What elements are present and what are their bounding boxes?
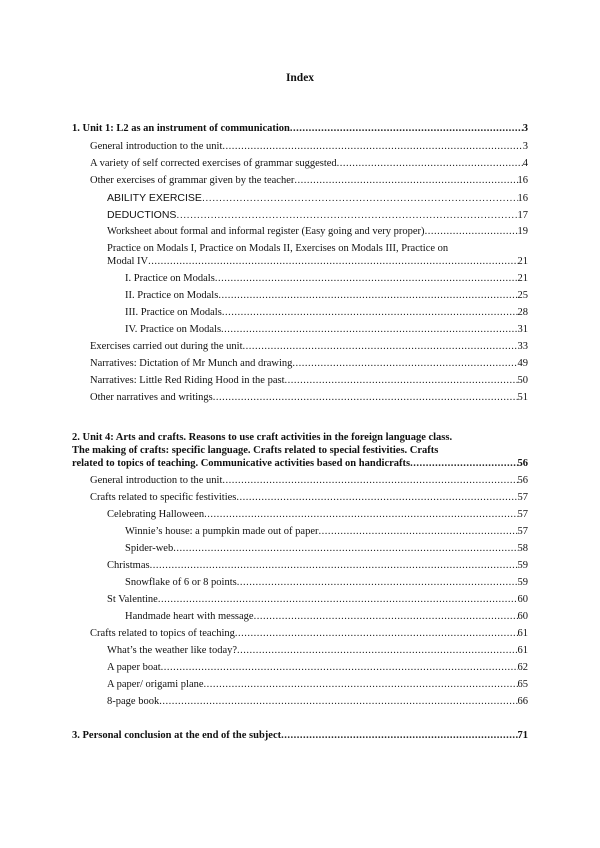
toc-entry[interactable] <box>90 628 528 641</box>
toc-page: 16 <box>517 175 528 186</box>
leader-dots <box>337 158 523 170</box>
leader-dots <box>148 256 517 268</box>
toc-entry[interactable] <box>90 158 528 171</box>
toc-page: 71 <box>517 730 528 741</box>
leader-dots <box>292 358 517 370</box>
leader-dots <box>221 324 517 336</box>
leader-dots <box>150 560 518 572</box>
toc-entry[interactable] <box>90 392 528 405</box>
leader-dots <box>281 730 517 742</box>
leader-dots <box>410 458 517 470</box>
toc-page: 61 <box>517 645 528 656</box>
toc-entry[interactable] <box>125 526 528 539</box>
toc-page: 3 <box>522 123 528 134</box>
toc-entry[interactable] <box>107 679 528 692</box>
leader-dots <box>204 509 517 521</box>
leader-dots <box>285 375 518 387</box>
toc-label: 8-page book <box>107 696 160 707</box>
leader-dots <box>218 290 517 302</box>
toc-label: Winnie’s house: a pumpkin made out of paper <box>125 526 319 537</box>
toc-page: 57 <box>517 526 528 537</box>
toc-page: 59 <box>517 577 528 588</box>
toc-entry[interactable] <box>125 307 528 320</box>
toc-label: General introduction to the unit <box>90 475 223 486</box>
toc-heading-conclusion[interactable] <box>72 730 528 743</box>
leader-dots <box>213 392 518 404</box>
toc-label: Practice on Modals I, Practice on Modals II, Exercises on Modals III, Practice on <box>107 243 449 254</box>
toc-label: Modal IV <box>107 256 149 267</box>
toc-entry[interactable] <box>107 209 528 222</box>
toc-page: 3 <box>522 141 528 152</box>
toc-page: 51 <box>517 392 528 403</box>
leader-dots <box>237 645 517 657</box>
leader-dots <box>222 475 517 487</box>
leader-dots <box>204 679 518 691</box>
toc-page: 16 <box>517 193 528 204</box>
leader-dots <box>235 628 518 640</box>
toc-entry[interactable] <box>125 577 528 590</box>
toc-entry[interactable] <box>90 341 528 354</box>
toc-entry[interactable] <box>125 290 528 303</box>
leader-dots <box>319 526 518 538</box>
toc-page: 61 <box>517 628 528 639</box>
toc-entry[interactable] <box>90 175 528 188</box>
toc-label: Handmade heart with message <box>125 611 254 622</box>
leader-dots <box>176 209 517 221</box>
toc-entry[interactable] <box>90 358 528 371</box>
toc-page: 59 <box>517 560 528 571</box>
leader-dots <box>222 307 518 319</box>
toc-label: related to topics of teaching. Communicative activities based on handicrafts <box>72 458 411 469</box>
toc-entry[interactable] <box>107 192 528 205</box>
toc-page: 19 <box>517 226 528 237</box>
toc-page: 56 <box>517 475 528 486</box>
toc-label: Crafts related to specific festivities <box>90 492 237 503</box>
toc-label: Worksheet about formal and informal register (Easy going and very proper) <box>107 226 425 237</box>
toc-page: 62 <box>517 662 528 673</box>
toc-label: I. Practice on Modals <box>125 273 215 284</box>
toc-entry[interactable] <box>125 324 528 337</box>
toc-entry[interactable] <box>125 611 528 624</box>
toc-entry[interactable] <box>107 509 528 522</box>
toc-heading-unit1[interactable] <box>72 123 528 136</box>
toc-label: St Valentine <box>107 594 158 605</box>
toc-label: A paper/ origami plane <box>107 679 204 690</box>
toc-page: 4 <box>522 158 528 169</box>
toc-heading-unit4-line2 <box>72 445 528 458</box>
toc-entry[interactable] <box>90 141 528 154</box>
leader-dots <box>215 273 518 285</box>
toc-entry[interactable] <box>107 696 528 709</box>
toc-page: 50 <box>517 375 528 386</box>
toc-page: 65 <box>517 679 528 690</box>
leader-dots <box>159 696 517 708</box>
toc-entry[interactable] <box>125 543 528 556</box>
toc-entry[interactable] <box>107 594 528 607</box>
toc-page: 21 <box>517 256 528 267</box>
toc-heading-unit4[interactable] <box>72 458 528 471</box>
toc-label: Crafts related to topics of teaching <box>90 628 235 639</box>
toc-page: 58 <box>517 543 528 554</box>
toc-label: ABILITY EXERCISE <box>107 192 202 204</box>
toc-label: A variety of self corrected exercises of grammar suggested <box>90 158 337 169</box>
toc-label: Celebrating Halloween <box>107 509 205 520</box>
toc-entry[interactable] <box>107 226 528 239</box>
toc-page: 56 <box>517 458 528 469</box>
toc-entry[interactable] <box>107 645 528 658</box>
toc-page: 57 <box>517 509 528 520</box>
toc-page: 60 <box>517 594 528 605</box>
toc-label: Other narratives and writings <box>90 392 213 403</box>
toc-label: Narratives: Dictation of Mr Munch and drawing <box>90 358 293 369</box>
toc-label: Christmas <box>107 560 150 571</box>
toc-label: II. Practice on Modals <box>125 290 219 301</box>
index-title: Index <box>285 72 315 84</box>
toc-entry[interactable] <box>125 273 528 286</box>
toc-label: DEDUCTIONS <box>107 209 177 221</box>
toc-page: 57 <box>517 492 528 503</box>
toc-entry[interactable] <box>107 560 528 573</box>
leader-dots <box>290 123 523 135</box>
toc-entry[interactable] <box>90 492 528 505</box>
leader-dots <box>237 577 518 589</box>
toc-label: 1. Unit 1: L2 as an instrument of communication <box>72 123 290 134</box>
leader-dots <box>202 192 518 204</box>
toc-label: Snowflake of 6 or 8 points <box>125 577 237 588</box>
toc-page: 60 <box>517 611 528 622</box>
toc-label: What’s the weather like today? <box>107 645 238 656</box>
toc-entry[interactable] <box>90 375 528 388</box>
toc-label: III. Practice on Modals <box>125 307 222 318</box>
toc-page: 33 <box>517 341 528 352</box>
leader-dots <box>425 226 518 238</box>
toc-entry-line1 <box>107 243 528 256</box>
toc-label: Narratives: Little Red Riding Hood in the past <box>90 375 285 386</box>
toc-page: 49 <box>517 358 528 369</box>
leader-dots <box>294 175 517 187</box>
toc-label: Exercises carried out during the unit <box>90 341 243 352</box>
leader-dots <box>161 662 518 674</box>
toc-page: 66 <box>517 696 528 707</box>
toc-page: 21 <box>517 273 528 284</box>
toc-label: Other exercises of grammar given by the teacher <box>90 175 295 186</box>
leader-dots <box>222 141 522 153</box>
toc-entry[interactable] <box>107 662 528 675</box>
leader-dots <box>254 611 518 623</box>
toc-label: 2. Unit 4: Arts and crafts. Reasons to use craft activities in the foreign language class. <box>72 432 453 443</box>
toc-heading-unit4-line1 <box>72 432 528 445</box>
toc-entry[interactable] <box>107 256 528 269</box>
leader-dots <box>158 594 518 606</box>
toc-entry[interactable] <box>90 475 528 488</box>
toc-label: 3. Personal conclusion at the end of the subject <box>72 730 282 741</box>
toc-page: 31 <box>517 324 528 335</box>
toc-page: 17 <box>517 210 528 221</box>
toc-label: General introduction to the unit <box>90 141 223 152</box>
toc-page: 28 <box>517 307 528 318</box>
leader-dots <box>243 341 518 353</box>
toc-label: IV. Practice on Modals <box>125 324 222 335</box>
toc-page: 25 <box>517 290 528 301</box>
leader-dots <box>236 492 517 504</box>
toc-label: The making of crafts: specific language. Crafts related to special festivities. Crafts <box>72 445 439 456</box>
toc-label: A paper boat <box>107 662 161 673</box>
leader-dots <box>173 543 517 555</box>
toc-label: Spider-web <box>125 543 174 554</box>
